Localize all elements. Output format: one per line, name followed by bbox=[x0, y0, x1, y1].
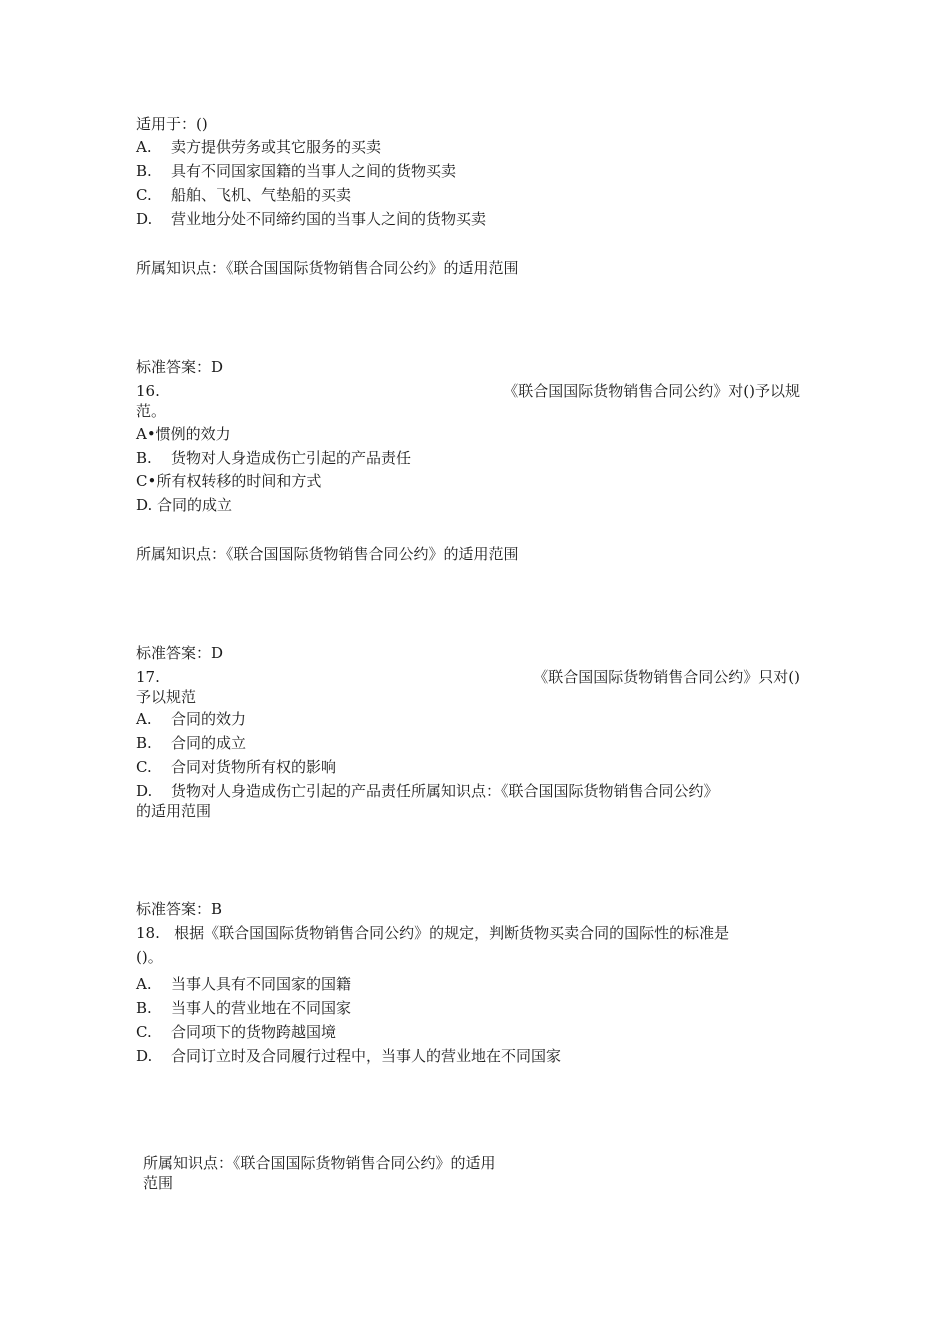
q16-option-d: D. 合同的成立 bbox=[136, 496, 233, 514]
q15-option-b bbox=[136, 161, 456, 181]
q18-option-d bbox=[136, 1046, 561, 1066]
option-text: 卖方提供劳务或其它服务的买卖 bbox=[171, 138, 382, 156]
q16-knowledge-point: 所属知识点：《联合国国际货物销售合同公约》的适用范围 bbox=[136, 545, 519, 563]
option-text: 具有不同国家国籍的当事人之间的货物买卖 bbox=[171, 162, 457, 180]
q18-stem-continuation: ()。 bbox=[136, 948, 163, 966]
q17-option-d bbox=[136, 781, 719, 801]
option-letter: C. bbox=[136, 758, 152, 776]
option-text: 货物对人身造成伤亡引起的产品责任所属知识点：《联合国国际货物销售合同公约》 bbox=[171, 782, 719, 800]
option-text: 营业地分处不同缔约国的当事人之间的货物买卖 bbox=[171, 210, 487, 228]
option-letter: B. bbox=[136, 449, 152, 467]
q17-number: 17. bbox=[136, 668, 160, 686]
option-letter: D. bbox=[136, 1047, 153, 1065]
option-letter: A. bbox=[136, 138, 152, 156]
option-letter: B. bbox=[136, 734, 152, 752]
option-text: 合同的效力 bbox=[171, 710, 247, 728]
option-letter: C. bbox=[136, 1023, 152, 1041]
option-text: 船舶、飞机、气垫船的买卖 bbox=[171, 186, 352, 204]
q17-option-b bbox=[136, 733, 246, 753]
q18-knowledge-continuation: 范围 bbox=[143, 1174, 174, 1192]
option-text: 合同对货物所有权的影响 bbox=[171, 758, 337, 776]
q17-standard-answer: 标准答案：B bbox=[136, 900, 223, 918]
q15-option-a bbox=[136, 137, 381, 157]
option-text: 合同的成立 bbox=[171, 734, 247, 752]
q16-option-b bbox=[136, 448, 411, 468]
q17-stem-text: 《联合国国际货物销售合同公约》只对() bbox=[533, 668, 800, 686]
option-text: 当事人具有不同国家的国籍 bbox=[171, 975, 352, 993]
q15-standard-answer: 标准答案：D bbox=[136, 358, 224, 376]
q18-option-c bbox=[136, 1022, 336, 1042]
option-text: 合同订立时及合同履行过程中，当事人的营业地在不同国家 bbox=[171, 1047, 562, 1065]
q17-option-a bbox=[136, 709, 246, 729]
option-letter: D. bbox=[136, 210, 153, 228]
q17-stem-continuation: 予以规范 bbox=[136, 688, 197, 706]
option-text: 当事人的营业地在不同国家 bbox=[171, 999, 352, 1017]
q18-option-a bbox=[136, 974, 351, 994]
option-letter: B. bbox=[136, 162, 152, 180]
q15-option-d bbox=[136, 209, 486, 229]
option-text: 货物对人身造成伤亡引起的产品责任 bbox=[171, 449, 412, 467]
q16-stem-text: 《联合国国际货物销售合同公约》对()予以规 bbox=[503, 382, 800, 400]
q18-option-b bbox=[136, 998, 351, 1018]
q17-option-c bbox=[136, 757, 336, 777]
q16-stem-continuation: 范。 bbox=[136, 402, 167, 420]
option-letter: D. bbox=[136, 782, 153, 800]
q15-option-c bbox=[136, 185, 351, 205]
option-text: 合同项下的货物跨越国境 bbox=[171, 1023, 337, 1041]
q16-number: 16. bbox=[136, 382, 160, 400]
option-letter: A. bbox=[136, 975, 152, 993]
q15-knowledge-point: 所属知识点：《联合国国际货物销售合同公约》的适用范围 bbox=[136, 259, 519, 277]
q18-knowledge-point: 所属知识点：《联合国国际货物销售合同公约》的适用 bbox=[143, 1154, 496, 1172]
q16-standard-answer: 标准答案：D bbox=[136, 644, 224, 662]
option-letter: B. bbox=[136, 999, 152, 1017]
q16-option-a: A•惯例的效力 bbox=[136, 425, 231, 443]
q18-stem: 18. 根据《联合国国际货物销售合同公约》的规定，判断货物买卖合同的国际性的标准是 bbox=[136, 924, 730, 942]
option-letter: C. bbox=[136, 186, 152, 204]
q16-option-c: C•所有权转移的时间和方式 bbox=[136, 472, 322, 490]
q15-stem-tail: 适用于：() bbox=[136, 115, 208, 133]
q17-knowledge-continuation: 的适用范围 bbox=[136, 802, 212, 820]
option-letter: A. bbox=[136, 710, 152, 728]
